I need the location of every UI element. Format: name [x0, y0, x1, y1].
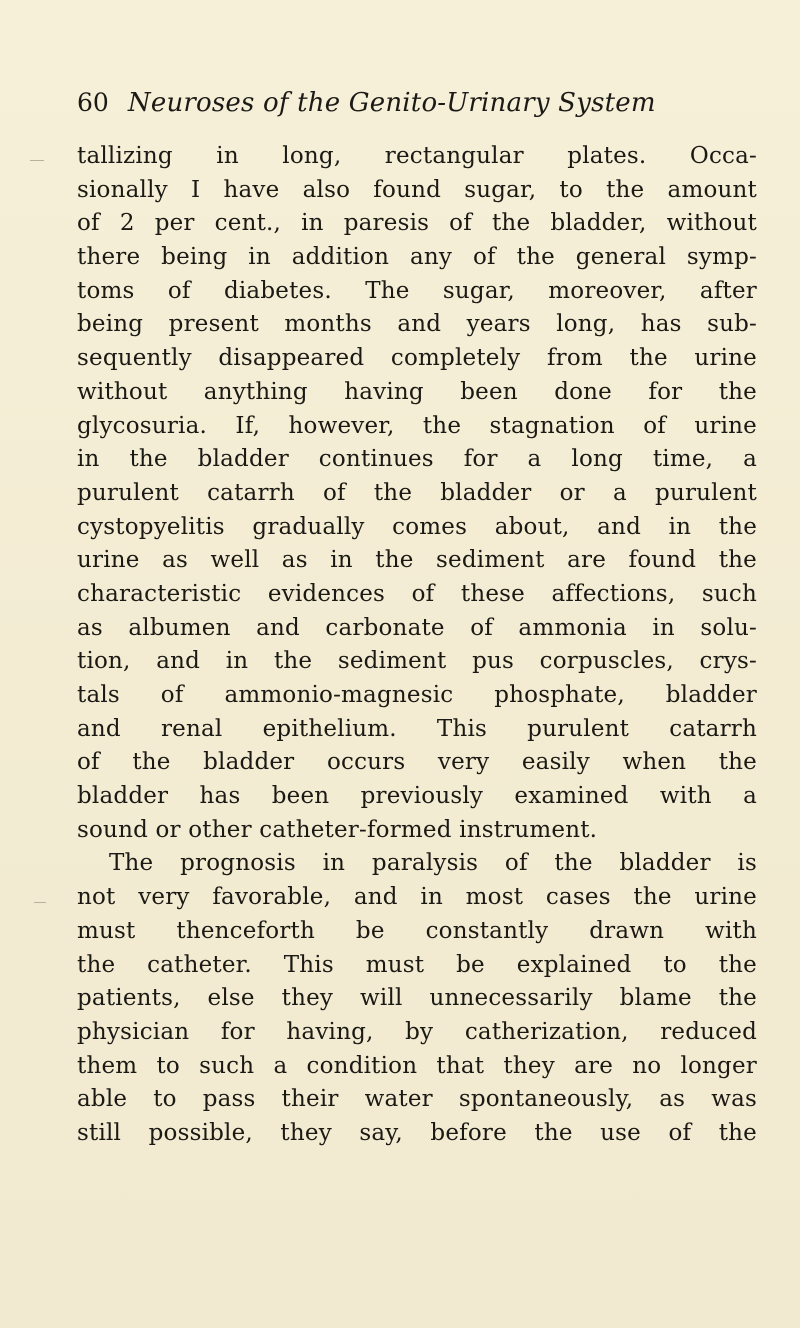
text-line: being present months and years long, has sub- [77, 311, 757, 338]
text-line: without anything having been done for the [77, 378, 757, 405]
text-line: and renal epithelium. This purulent catarrh [77, 715, 757, 742]
text-line: in the bladder continues for a long time, a [77, 446, 757, 473]
text-line: must thenceforth be constantly drawn with [77, 917, 757, 944]
text-line: purulent catarrh of the bladder or a purulent [77, 479, 757, 506]
text-line: tals of ammonio-magnesic phosphate, bladder [77, 682, 757, 708]
body-text [77, 140, 757, 1151]
margin-mark [34, 902, 46, 903]
text-line: urine as well as in the sediment are found the [77, 547, 757, 574]
text-line: able to pass their water spontaneously, as was [77, 1086, 757, 1113]
text-line: bladder has been previously examined with a [77, 783, 757, 810]
text-line: glycosuria. If, however, the stagnation of urine [77, 412, 757, 439]
text-line: tallizing in long, rectangular plates. Occa- [77, 143, 757, 169]
paragraph-2 [77, 847, 757, 1150]
margin-mark [30, 160, 44, 161]
text-line: tion, and in the sediment pus corpuscles, crys- [77, 648, 757, 675]
text-line: there being in addition any of the general symp- [77, 244, 757, 271]
text-line: the catheter. This must be explained to the [77, 951, 757, 978]
running-header [77, 88, 757, 128]
paragraph-1 [77, 140, 757, 847]
text-line: sound or other catheter-formed instrument. [77, 816, 598, 843]
text-line: sequently disappeared completely from the urine [77, 345, 757, 372]
text-line: The prognosis in paralysis of the bladder is [109, 850, 757, 877]
text-line: of 2 per cent., in paresis of the bladder, without [77, 210, 757, 237]
text-line: physician for having, by catherization, reduced [77, 1018, 757, 1045]
text-line: still possible, they say, before the use of the [77, 1119, 757, 1146]
text-line: sionally I have also found sugar, to the amount [77, 176, 757, 203]
text-line: them to such a condition that they are no longer [77, 1052, 757, 1079]
text-line: patients, else they will unnecessarily blame the [77, 985, 757, 1012]
text-line: of the bladder occurs very easily when the [77, 749, 757, 776]
text-line: characteristic evidences of these affections, such [77, 580, 757, 607]
text-line: not very favorable, and in most cases the urine [77, 884, 757, 911]
text-line: cystopyelitis gradually comes about, and in the [77, 513, 757, 540]
page-number: 60 [77, 88, 109, 117]
running-title: Neuroses of the Genito-Urinary System [127, 88, 656, 118]
text-line: as albumen and carbonate of ammonia in solu- [77, 614, 757, 641]
text-line: toms of diabetes. The sugar, moreover, after [77, 277, 757, 304]
